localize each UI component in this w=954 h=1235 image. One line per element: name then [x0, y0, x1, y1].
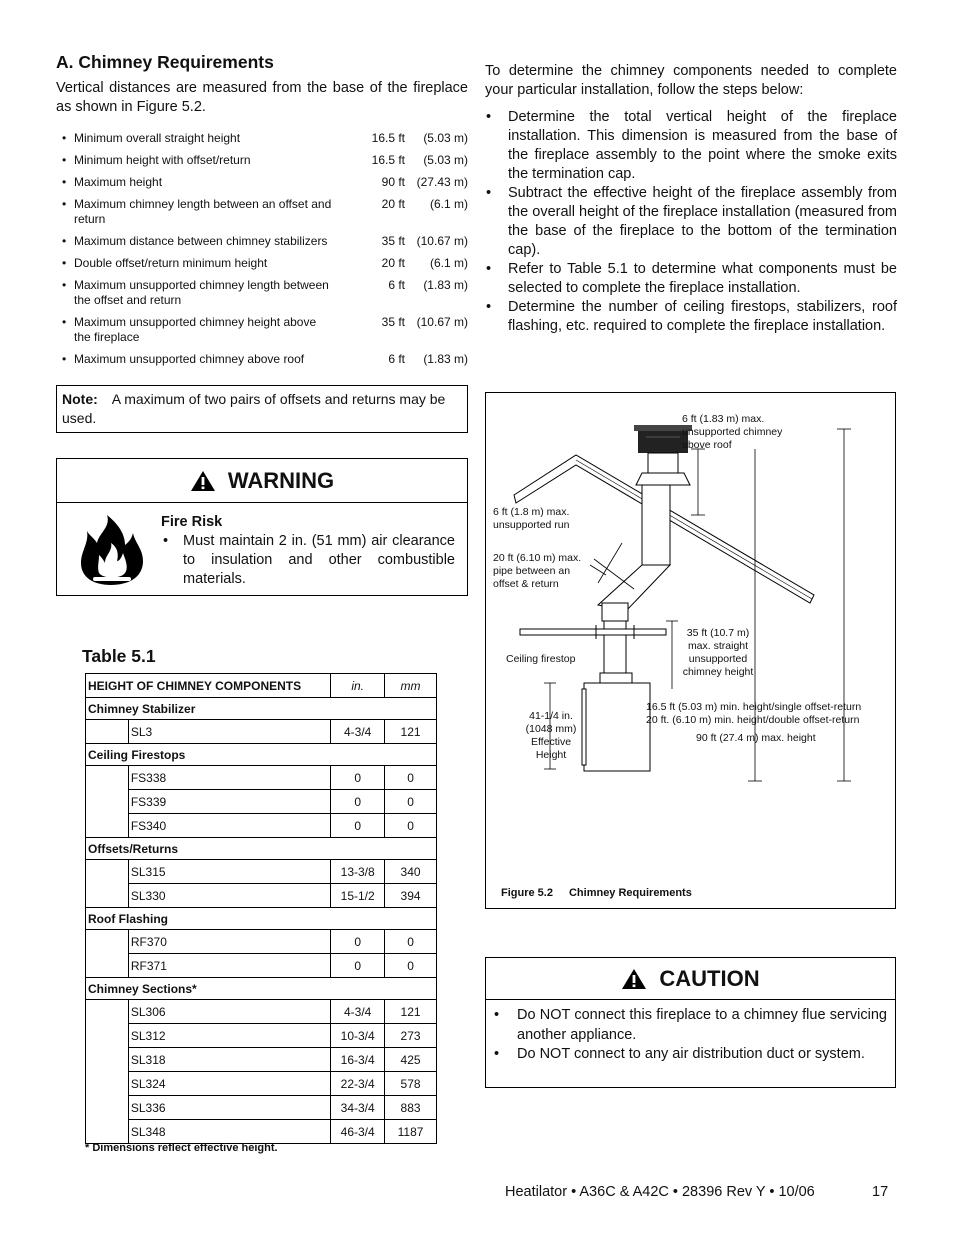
- label-offset-pipe: 20 ft (6.10 m) max. pipe between an offset & return: [493, 552, 582, 590]
- table-row: SL306 4-3/4 121: [86, 1000, 437, 1024]
- list-item: • Subtract the effective height of the fireplace assembly from the overall height of the fireplace installation (measured from the base of the fireplace to the bottom of the termination cap).: [486, 185, 897, 258]
- steps-list: [485, 108, 897, 336]
- table-group-row: Chimney Stabilizer: [86, 698, 437, 720]
- table-group-row: Ceiling Firestops: [86, 744, 437, 766]
- table-header-row: HEIGHT OF CHIMNEY COMPONENTS in. mm: [86, 674, 437, 698]
- right-column: [485, 62, 897, 336]
- page-footer: Heatilator • A36C & A42C • 28396 Rev Y • 10/06: [505, 1184, 815, 1200]
- note-label: Note:: [62, 391, 98, 407]
- list-item: • Determine the total vertical height of the fireplace installation. This dimension is measured from the base of the fireplace assembly to the point where the smoke exits the termination cap.: [486, 109, 897, 182]
- list-item: • Maximum chimney length between an offset and return 20 ft (6.1 m): [62, 197, 468, 226]
- list-item: • Maximum unsupported chimney above roof 6 ft (1.83 m): [62, 352, 468, 366]
- label-unsupported-run: 6 ft (1.8 m) max. unsupported run: [493, 506, 570, 531]
- warning-header: [57, 459, 467, 503]
- components-table: [85, 673, 437, 1144]
- page-number: 17: [872, 1184, 889, 1200]
- table-row: FS340 0 0: [86, 814, 437, 838]
- warning-subtitle: Fire Risk: [161, 514, 223, 530]
- table-row: SL324 22-3/4 578: [86, 1072, 437, 1096]
- requirements-list: [56, 131, 468, 367]
- label-ceiling-firestop: Ceiling firestop: [506, 653, 576, 665]
- table-row: SL3 4-3/4 121: [86, 720, 437, 744]
- caution-body: [486, 1000, 895, 1065]
- list-item: • Must maintain 2 in. (51 mm) air clearance to insulation and other combustible materials.: [163, 533, 455, 587]
- warning-body: [161, 513, 455, 589]
- caution-title: CAUTION: [659, 965, 760, 991]
- table-row: SL318 16-3/4 425: [86, 1048, 437, 1072]
- list-item: • Maximum unsupported chimney height above the fireplace 35 ft (10.67 m): [62, 315, 468, 344]
- note-text: A maximum of two pairs of offsets and returns may be used.: [62, 391, 446, 426]
- table-row: RF371 0 0: [86, 954, 437, 978]
- figure-caption: [501, 887, 708, 899]
- table-row: SL330 15-1/2 394: [86, 884, 437, 908]
- label-min-height-single: 16.5 ft (5.03 m) min. height/single offset-return: [646, 701, 862, 713]
- table-row: SL315 13-3/8 340: [86, 860, 437, 884]
- figure-number: Figure 5.2: [501, 887, 553, 899]
- caution-header: [486, 958, 895, 1000]
- table-title: Table 5.1: [82, 646, 156, 666]
- table-row: SL348 46-3/4 1187: [86, 1120, 437, 1144]
- label-max-height: 90 ft (27.4 m) max. height: [696, 732, 816, 744]
- warning-box: [56, 458, 468, 596]
- table-row: FS338 0 0: [86, 766, 437, 790]
- warning-triangle-icon: [190, 470, 216, 492]
- warning-title: WARNING: [227, 467, 335, 493]
- flame-icon: [77, 513, 149, 587]
- steps-intro: To determine the chimney components needed to complete your particular installation, follow the steps below:: [485, 63, 897, 98]
- list-item: • Double offset/return minimum height 20 ft (6.1 m): [62, 256, 468, 270]
- table-row: FS339 0 0: [86, 790, 437, 814]
- caution-box: [485, 957, 896, 1088]
- list-item: • Minimum overall straight height 16.5 ft (5.03 m): [62, 131, 468, 145]
- figure-chimney-requirements: [485, 392, 896, 909]
- table-footnote: * Dimensions reflect effective height.: [85, 1142, 278, 1154]
- list-item: • Minimum height with offset/return 16.5 ft (5.03 m): [62, 153, 468, 167]
- list-item: • Refer to Table 5.1 to determine what components must be selected to complete the fireplace installation.: [486, 261, 897, 296]
- figure-title: Chimney Requirements: [568, 887, 692, 899]
- table-group-row: Offsets/Returns: [86, 838, 437, 860]
- table-row: SL312 10-3/4 273: [86, 1024, 437, 1048]
- list-item: • Maximum height 90 ft (27.43 m): [62, 175, 468, 189]
- list-item: • Determine the number of ceiling firestops, stabilizers, roof flashing, etc. required to complete the fireplace installation.: [486, 299, 897, 334]
- label-effective-height: 41-1/4 in. (1048 mm) Effective Height: [525, 710, 577, 761]
- table-row: SL336 34-3/4 883: [86, 1096, 437, 1120]
- table-group-row: Roof Flashing: [86, 908, 437, 930]
- label-min-height-double: 20 ft. (6.10 m) min. height/double offset-return: [646, 714, 860, 726]
- table-group-row: Chimney Sections*: [86, 978, 437, 1000]
- list-item: • Maximum unsupported chimney length between the offset and return 6 ft (1.83 m): [62, 278, 468, 307]
- label-above-roof: 6 ft (1.83 m) max. unsupported chimney above roof: [682, 413, 783, 451]
- section-heading: A. Chimney Requirements: [56, 52, 274, 72]
- list-item: • Do NOT connect this fireplace to a chimney flue servicing another appliance.: [494, 1007, 887, 1043]
- intro-paragraph: Vertical distances are measured from the base of the fireplace as shown in Figure 5.2.: [56, 80, 468, 115]
- list-item: • Do NOT connect to any air distribution duct or system.: [494, 1046, 865, 1062]
- left-column: [56, 52, 468, 596]
- note-box: [56, 385, 468, 433]
- table-row: RF370 0 0: [86, 930, 437, 954]
- label-straight-height: 35 ft (10.7 m) max. straight unsupported chimney height: [682, 627, 754, 678]
- list-item: • Maximum distance between chimney stabilizers 35 ft (10.67 m): [62, 234, 468, 248]
- caution-triangle-icon: [621, 968, 647, 990]
